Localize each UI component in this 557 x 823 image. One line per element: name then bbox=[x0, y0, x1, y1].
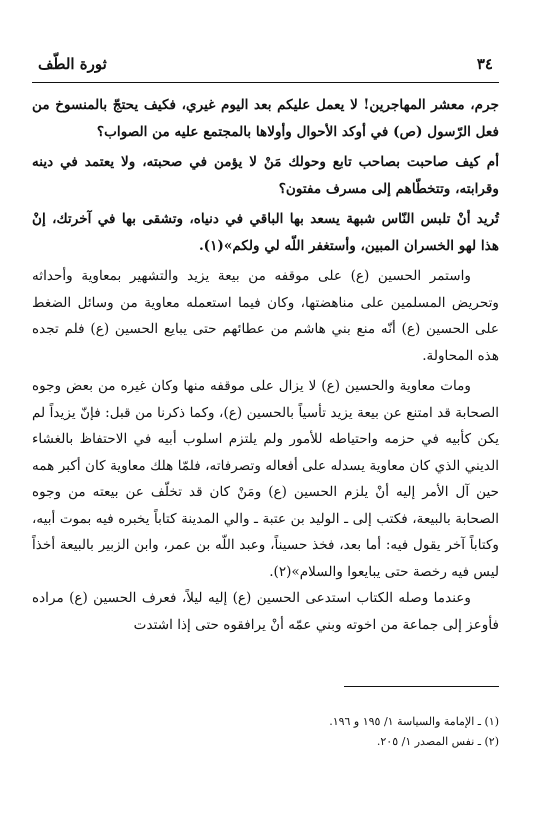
paragraph: تُريد أنْ تلبس النّاس شبهة يسعد بها الباقي في دنياه، وتشقى بها في آخرتك، إنْ هذا لهو الخسران المبين، وأستغفر اللّه لي ولكم»(١). bbox=[32, 211, 499, 254]
paragraph: واستمر الحسين (ع) على موقفه من بيعة يزيد والتشهير بمعاوية وأحداثه وتحريض المسلمين على مناهضتها، وكان فيما استعمله معاوية من وسائل الضغط على الحسين (ع) أنّه منع بني هاشم من عطائهم حتى يبايع الحسين (ع) فلم تجده هذه المحاولة. bbox=[32, 268, 499, 364]
footnote: (٢) ـ نفس المصدر ١/ ٢٠٥. bbox=[376, 735, 499, 748]
paragraph: أم كيف صاحبت بصاحب تابع وحولك مَنْ لا يؤمن في صحبته، ولا يعتمد في دينه وقرابته، وتتخطّاهم إلى مسرف مفتون؟ bbox=[32, 154, 499, 197]
footnotes bbox=[32, 712, 499, 752]
page-number: ٣٤ bbox=[476, 55, 493, 73]
footnote-separator bbox=[344, 686, 499, 687]
running-title: ثورة الطّف bbox=[38, 55, 107, 73]
page-header bbox=[32, 55, 499, 79]
paragraph: جرم، معشر المهاجرين! لا يعمل عليكم بعد اليوم غيري، فكيف يحتجّ بالمنسوخ من فعل الرّسول (ص) في أوكد الأحوال وأولاها بالمجتمع عليه من الصواب؟ bbox=[32, 97, 499, 140]
paragraph: وعندما وصله الكتاب استدعى الحسين (ع) إليه ليلاً، فعرف الحسين (ع) مراده فأوعز إلى جماعة من اخوته وبني عمّه أنْ يرافقوه حتى إذا اشتدت bbox=[32, 590, 499, 633]
header-rule bbox=[32, 82, 499, 83]
footnote: (١) ـ الإمامة والسياسة ١/ ١٩٥ و ١٩٦. bbox=[329, 715, 499, 728]
page-body bbox=[32, 92, 499, 638]
paragraph: ومات معاوية والحسين (ع) لا يزال على موقفه منها وكان غيره من بعض وجوه الصحابة قد امتنع عن بيعة يزيد تأسياً بالحسين (ع)، وكما ذكرنا من قبل: فإنّ يزيداً لم يكن كأبيه في حزمه واحتياطه للأمور ولم يلتزم اسلوب أبيه في الاحتفاظ بالغشاء الديني الذي كان معاوية يسدله على أفعاله وتصرفاته، فلمّا هلك معاوية كان أكبر همه حين آل الأمر إليه أنْ يلزم الحسين (ع) ومَنْ كان قد تخلّف عن بيعته من وجوه الصحابة بالبيعة، فكتب إلى ـ الوليد بن عتبة ـ والي المدينة كتاباً يخبره فيه بموت أبيه، وكتاباً آخر يقول فيه: أما بعد، فخذ حسيناً، وعبد اللّه بن عمر، وابن الزبير بالبيعة أخذاً ليس فيه رخصة حتى يبايعوا والسلام»(٢). bbox=[32, 378, 499, 580]
